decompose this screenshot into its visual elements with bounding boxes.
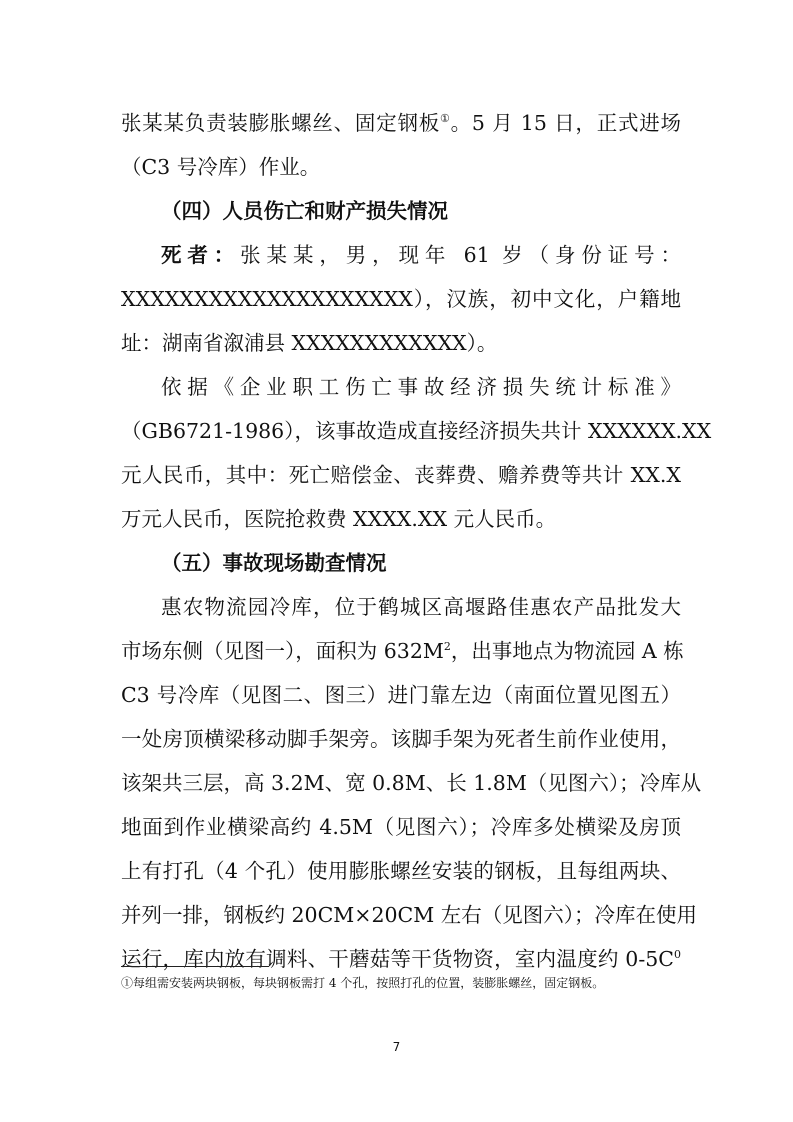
page-number: 7 <box>392 1040 401 1054</box>
loss-line: 元人民币，其中：死亡赔偿金、丧葬费、赡养费等共计 XX.X <box>121 463 681 487</box>
scene-line: 并列一排，钢板约 20CM×20CM 左右（见图六）；冷库在使用 <box>121 903 697 927</box>
victim-line: 死者：张某某，男，现年 61 岁（身份证号： <box>161 243 681 267</box>
section-heading-5: （五）事故现场勘查情况 <box>161 551 387 575</box>
section-heading-4: （四）人员伤亡和财产损失情况 <box>161 199 448 223</box>
paragraph-line: （C3 号冷库）作业。 <box>121 155 321 179</box>
loss-line: 万元人民币，医院抢救费 XXXX.XX 元人民币。 <box>121 507 557 531</box>
loss-line: （GB6721-1986），该事故造成直接经济损失共计 XXXXXX.XX <box>121 419 712 443</box>
scene-line: 一处房顶横梁移动脚手架旁。该脚手架为死者生前作业使用， <box>121 727 681 751</box>
scene-line: 惠农物流园冷库，位于鹤城区高堰路佳惠农产品批发大 <box>161 595 681 619</box>
superscript: 0 <box>674 948 681 962</box>
paragraph-line: 张某某负责装膨胀螺丝、固定钢板①。5 月 15 日，正式进场 <box>121 111 682 135</box>
superscript: 2 <box>443 640 451 654</box>
scene-line: 运行，库内放有调料、干蘑菇等干货物资，室内温度约 $0-5C^0$ <box>121 947 681 971</box>
scene-line: 该架共三层，高 3.2M、宽 0.8M、长 1.8M（见图六）；冷库从 <box>121 771 702 795</box>
scene-line: C3 号冷库（见图二、图三）进门靠左边（南面位置见图五） <box>121 683 681 707</box>
footnote-ref: ① <box>440 112 451 126</box>
footnote-divider <box>121 966 269 967</box>
scene-line: 市场东侧（见图一），面积为 $632M^2$，出事地点为物流园 A 栋 <box>121 639 684 663</box>
loss-line: 依据《企业职工伤亡事故经济损失统计标准》 <box>161 375 681 399</box>
victim-line: XXXXXXXXXXXXXXXXXXXX），汉族，初中文化，户籍地 <box>121 287 681 311</box>
scene-line: 地面到作业横梁高约 4.5M（见图六）；冷库多处横梁及房顶 <box>121 815 681 839</box>
victim-line: 址：湖南省溆浦县 XXXXXXXXXXXX）。 <box>121 331 498 355</box>
scene-line: 上有打孔（4 个孔）使用膨胀螺丝安装的钢板，且每组两块、 <box>121 859 681 883</box>
victim-label: 死者： <box>161 243 241 267</box>
footnote: ①每组需安装两块钢板，每块钢板需打 4 个孔，按照打孔的位置，装膨胀螺丝，固定钢板。 <box>121 976 605 990</box>
